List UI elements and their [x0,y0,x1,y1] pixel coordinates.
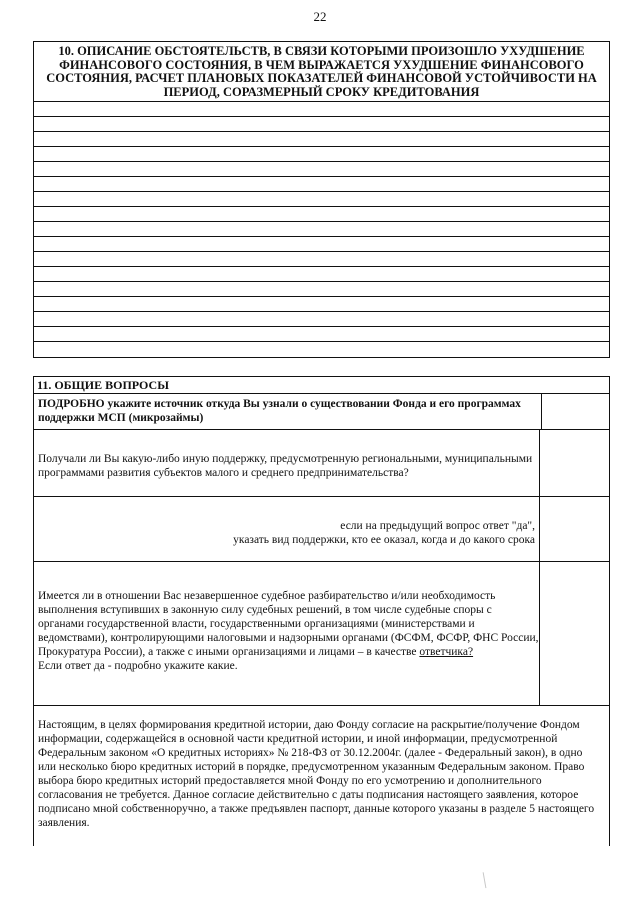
question-support-details-label [34,497,540,561]
page-number: 22 [313,9,327,24]
credit-history-consent-text: Настоящим, в целях формирования кредитной истории, даю Фонду согласие на раскрытие/получение Фондом информации, содержащейся в основной части кредитной истории, и иной информации, предусмотренной Федеральным законом «О кредитных историях» № 218-ФЗ от 30.12.2004г. (далее - Федеральный закон), в одно или несколько бюро кредитных историй в порядке, предусмотренном указанным Федеральным законом. Право выбора бюро кредитных историй предоставляется мной Фонду по его усмотрению и дополнительного согласования не требуется. Данное согласие действительно с даты подписания настоящего заявления, которое подписано мной собственноручно, а также предъявлен паспорт, данные которого указаны в разделе 5 настоящего заявления. [38,719,595,829]
answer-line[interactable] [34,267,609,282]
litigation-details-text: Если ответ да - подробно укажите какие. [38,660,238,672]
section-10-table [33,41,610,358]
answer-cell-source[interactable] [542,394,609,429]
answer-line[interactable] [34,297,609,312]
section-10-title: 10. ОПИСАНИЕ ОБСТОЯТЕЛЬСТВ, В СВЯЗИ КОТОРЫМИ ПРОИЗОШЛО УХУДШЕНИЕ ФИНАНСОВОГО СОСТОЯНИЯ, В ЧЕМ ВЫРАЖАЕТСЯ УХУДШЕНИЕ ФИНАНСОВОГО СОСТОЯНИЯ, РАСЧЕТ ПЛАНОВЫХ ПОКАЗАТЕЛЕЙ ФИНАНСОВОЙ УСТОЙЧИВОСТИ НА ПЕРИОД, СОРАЗМЕРНЫЙ СРОКУ КРЕДИТОВАНИЯ [34,42,609,102]
question-litigation-label [34,562,540,705]
support-details-line-2: указать вид поддержки, кто ее оказал, когда и до какого срока [233,534,535,546]
question-row-litigation [34,562,609,706]
support-details-line-1: если на предыдущий вопрос ответ "да", [340,520,535,532]
section-10-answer-lines[interactable] [34,102,609,357]
answer-line[interactable] [34,312,609,327]
answer-line[interactable] [34,207,609,222]
pen-mark [483,872,489,888]
answer-line[interactable] [34,192,609,207]
litigation-text: Имеется ли в отношении Вас незавершенное судебное разбирательство и/или необходимость выполнения вступивших в законную силу судебных решений, в том числе судебные споры с органами государственной власти, государственными организациями (министерствами и ведомствами), контролирующими налоговыми и надзорными органами (ФСФМ, ФСФР, ФНС России, Прокуратура России), а также с иными организациями и лицами – в качестве [38,590,539,658]
litigation-defendant-text: ответчика? [419,646,474,658]
answer-line[interactable] [34,237,609,252]
question-row-other-support [34,430,609,497]
answer-line[interactable] [34,252,609,267]
answer-line[interactable] [34,327,609,342]
answer-line[interactable] [34,162,609,177]
answer-line[interactable] [34,132,609,147]
question-row-source [34,394,609,430]
answer-line[interactable] [34,342,609,357]
answer-cell-support-details[interactable] [540,497,609,561]
answer-line[interactable] [34,147,609,162]
answer-line[interactable] [34,102,609,117]
answer-cell-litigation[interactable] [540,562,609,705]
question-source-label: ПОДРОБНО укажите источник откуда Вы узнали о существовании Фонда и его программах поддержки МСП (микрозаймы) [34,394,542,429]
section-11-table [33,376,610,846]
section-11-title: 11. ОБЩИЕ ВОПРОСЫ [34,377,609,394]
answer-line[interactable] [34,117,609,132]
question-row-support-details [34,497,609,562]
question-other-support-label: Получали ли Вы какую-либо иную поддержку, предусмотренную региональными, муниципальными программами развития субъектов малого и среднего предпринимательства? [34,430,540,496]
answer-line[interactable] [34,222,609,237]
answer-line[interactable] [34,177,609,192]
answer-line[interactable] [34,282,609,297]
answer-cell-other-support[interactable] [540,430,609,496]
